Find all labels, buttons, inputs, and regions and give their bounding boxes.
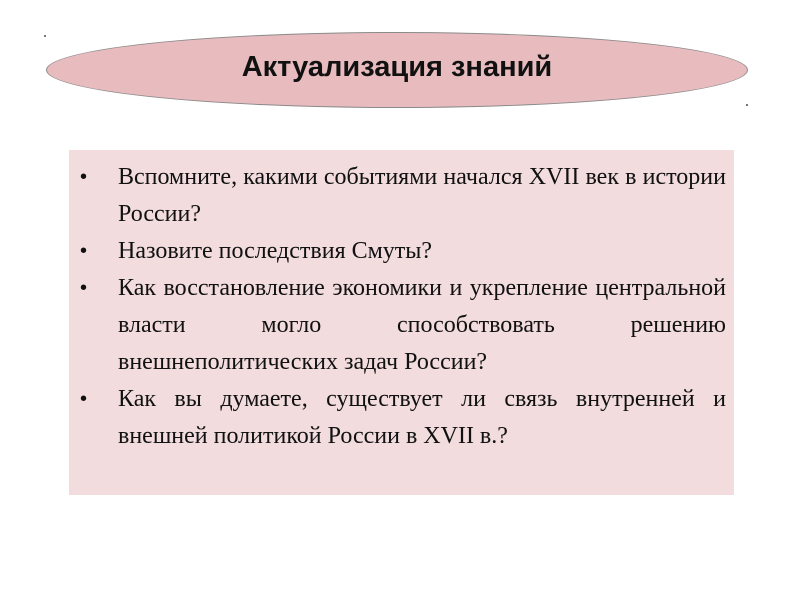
list-item	[77, 159, 726, 233]
question-text: Как вы думаете, существует ли связь внутренней и внешней политикой России в XVII в.?	[118, 386, 726, 449]
question-text: Как восстановление экономики и укрепление центральной власти могло способствовать решению внешнеполитических задач России?	[118, 275, 726, 375]
question-text: Назовите последствия Смуты?	[118, 238, 433, 264]
bullet-icon: •	[80, 240, 88, 262]
question-list	[77, 159, 726, 455]
list-item	[77, 233, 726, 270]
bullet-icon: •	[80, 166, 88, 188]
bullet-icon: •	[80, 277, 88, 299]
list-item	[77, 270, 726, 381]
title-banner	[46, 32, 748, 108]
question-text: Вспомните, какими событиями начался XVII век в истории России?	[118, 164, 726, 227]
bullet-icon: •	[80, 388, 88, 410]
list-item	[77, 381, 726, 455]
questions-panel	[69, 150, 734, 495]
corner-mark	[44, 35, 46, 37]
slide-title: Актуализация знаний	[241, 50, 553, 83]
corner-mark	[746, 104, 748, 106]
